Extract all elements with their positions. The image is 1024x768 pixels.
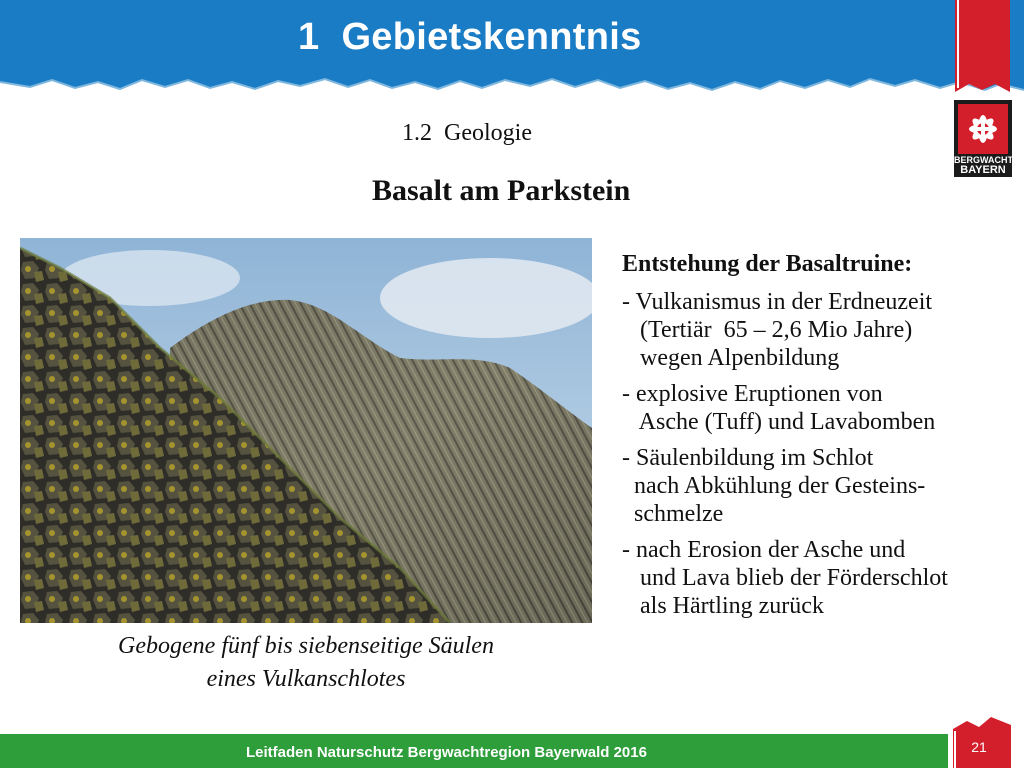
logo-line1: BERGWACHT: [954, 155, 1013, 165]
info-line: - explosive Eruptionen von: [622, 381, 883, 407]
section-number: 1: [298, 16, 320, 58]
logo-line2: BAYERN: [960, 164, 1006, 176]
info-line: und Lava blieb der Förderschlot: [622, 565, 948, 591]
page-number: 21: [971, 739, 987, 755]
info-line: als Härtling zurück: [622, 593, 824, 619]
basalt-columns-image: [20, 238, 592, 623]
info-line: (Tertiär 65 – 2,6 Mio Jahre): [622, 317, 913, 343]
info-line: - nach Erosion der Asche und: [622, 537, 906, 563]
red-ribbon-graphic: [955, 0, 1010, 96]
slide-title: [298, 16, 642, 59]
info-block: [622, 250, 1022, 628]
basalt-photo: [20, 238, 592, 623]
footer-text: Leitfaden Naturschutz Bergwachtregion Bayerwald 2016: [246, 744, 647, 761]
info-item: [622, 288, 1022, 372]
section-title: Gebietskenntnis: [341, 16, 642, 58]
info-line: - Vulkanismus in der Erdneuzeit: [622, 289, 933, 315]
bergwacht-logo: [954, 100, 1012, 177]
info-title: Entstehung der Basaltruine:: [622, 251, 913, 277]
caption-line2: eines Vulkanschlotes: [206, 666, 406, 692]
info-line: wegen Alpenbildung: [622, 345, 840, 371]
info-item: [622, 444, 1022, 528]
info-line: nach Abkühlung der Gesteins-: [622, 473, 926, 499]
info-line: - Säulenbildung im Schlot: [622, 445, 874, 471]
info-line: schmelze: [622, 501, 724, 527]
caption-line1: Gebogene fünf bis siebenseitige Säulen: [118, 633, 494, 659]
info-item: [622, 536, 1022, 620]
subtitle: 1.2 Geologie: [402, 120, 532, 146]
main-heading: Basalt am Parkstein: [372, 174, 631, 207]
photo-caption: [20, 630, 592, 696]
info-line: Asche (Tuff) und Lavabomben: [622, 409, 936, 435]
logo-emblem: [958, 104, 1008, 154]
info-item: [622, 380, 1022, 436]
edelweiss-icon: [958, 104, 1008, 154]
